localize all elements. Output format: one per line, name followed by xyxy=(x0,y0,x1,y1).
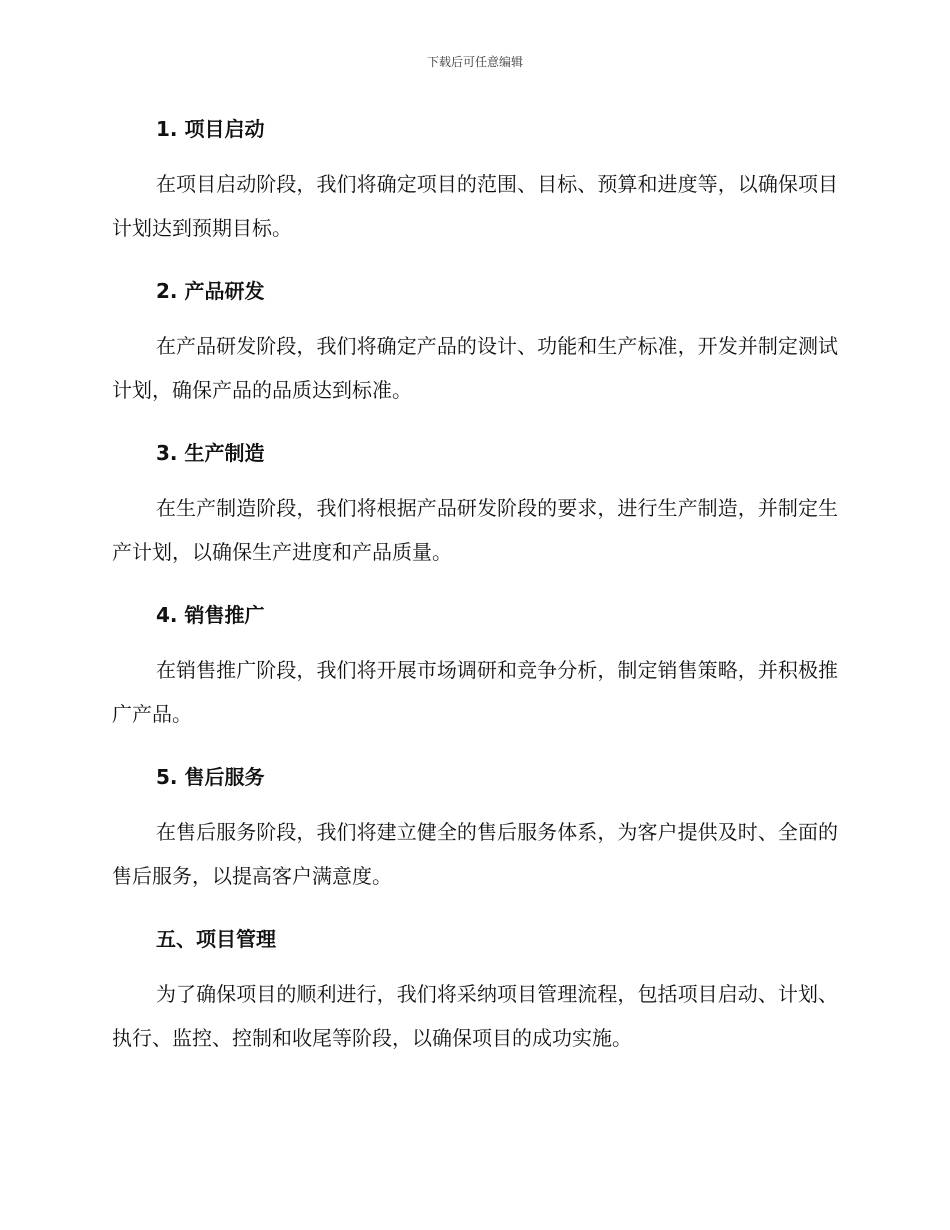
section-sales-promotion xyxy=(112,598,838,736)
section-heading: 1. 项目启动 xyxy=(156,117,265,141)
section-paragraph: 在生产制造阶段，我们将根据产品研发阶段的要求，进行生产制造，并制定生产计划，以确保生产进度和产品质量。 xyxy=(112,496,838,564)
section-project-management xyxy=(112,922,838,1060)
section-after-sales xyxy=(112,760,838,898)
section-heading: 2. 产品研发 xyxy=(156,279,265,303)
section-paragraph: 在项目启动阶段，我们将确定项目的范围、目标、预算和进度等，以确保项目计划达到预期目标。 xyxy=(112,172,838,240)
section-paragraph: 为了确保项目的顺利进行，我们将采纳项目管理流程，包括项目启动、计划、执行、监控、控制和收尾等阶段，以确保项目的成功实施。 xyxy=(112,982,838,1050)
section-heading: 4. 销售推广 xyxy=(156,603,265,627)
page-header-note: 下载后可任意编辑 xyxy=(426,55,523,69)
section-heading: 3. 生产制造 xyxy=(156,441,265,465)
section-product-rd xyxy=(112,274,838,412)
section-paragraph: 在产品研发阶段，我们将确定产品的设计、功能和生产标准，开发并制定测试计划，确保产品的品质达到标准。 xyxy=(112,334,838,402)
document-body xyxy=(112,112,838,1084)
section-project-start xyxy=(112,112,838,250)
section-paragraph: 在售后服务阶段，我们将建立健全的售后服务体系，为客户提供及时、全面的售后服务，以提高客户满意度。 xyxy=(112,820,838,888)
section-heading: 五、项目管理 xyxy=(156,927,276,951)
section-manufacturing xyxy=(112,436,838,574)
section-paragraph: 在销售推广阶段，我们将开展市场调研和竞争分析，制定销售策略，并积极推广产品。 xyxy=(112,658,838,726)
section-heading: 5. 售后服务 xyxy=(156,765,265,789)
